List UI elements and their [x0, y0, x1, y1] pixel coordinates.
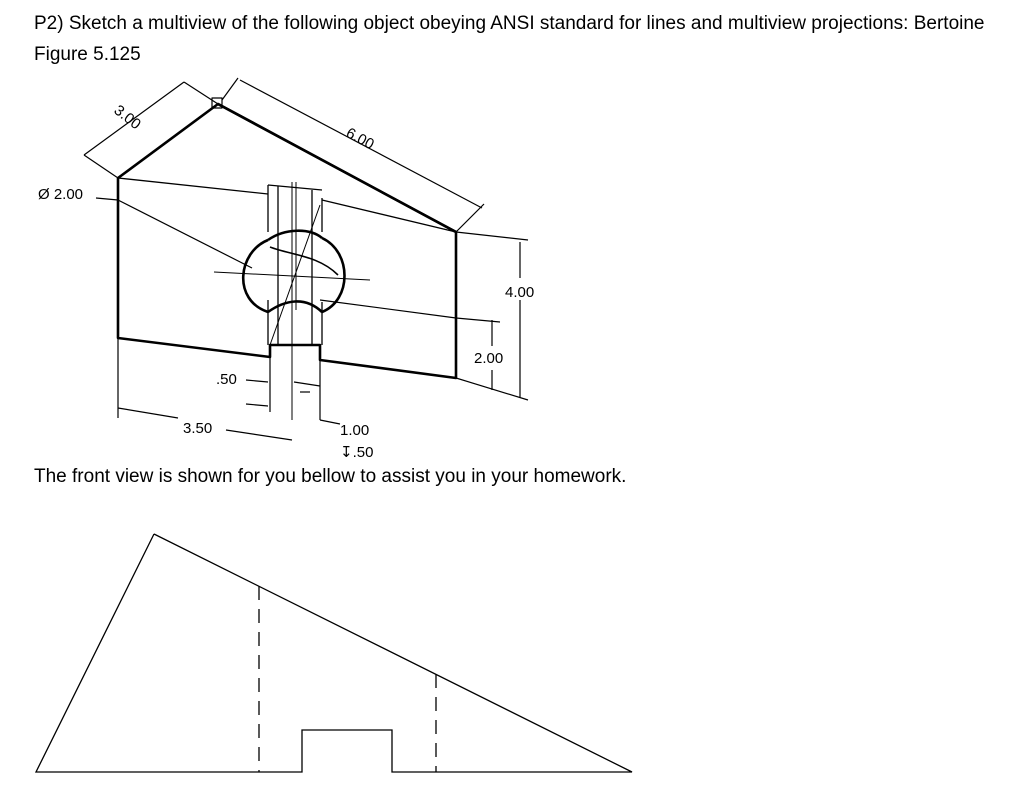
dim-slot-width: 1.00	[340, 422, 370, 439]
dim-hole-location: 3.50	[183, 420, 213, 437]
object-edges	[118, 178, 456, 345]
question-text: P2) Sketch a multiview of the following object obeying ANSI standard for lines and multiview projections: Bertoine Figure 5.125	[34, 13, 985, 65]
dim-length: 6.00	[343, 124, 377, 154]
dim-offset: .50	[216, 371, 237, 388]
front-view	[36, 534, 632, 772]
hole-outline	[243, 231, 344, 312]
object-outline	[118, 104, 456, 378]
dim-height: 4.00	[505, 284, 535, 301]
dimension-lines	[84, 78, 528, 440]
dim-slot-height: 2.00	[474, 350, 504, 367]
dim-slot-depth: ↧.50	[340, 444, 374, 461]
center-lines	[214, 182, 370, 420]
front-view-note: The front view is shown for you bellow to assist you in your homework.	[34, 466, 627, 487]
dim-depth: 3.00	[110, 101, 145, 134]
dim-hole-diameter: Ø 2.00	[38, 186, 84, 203]
